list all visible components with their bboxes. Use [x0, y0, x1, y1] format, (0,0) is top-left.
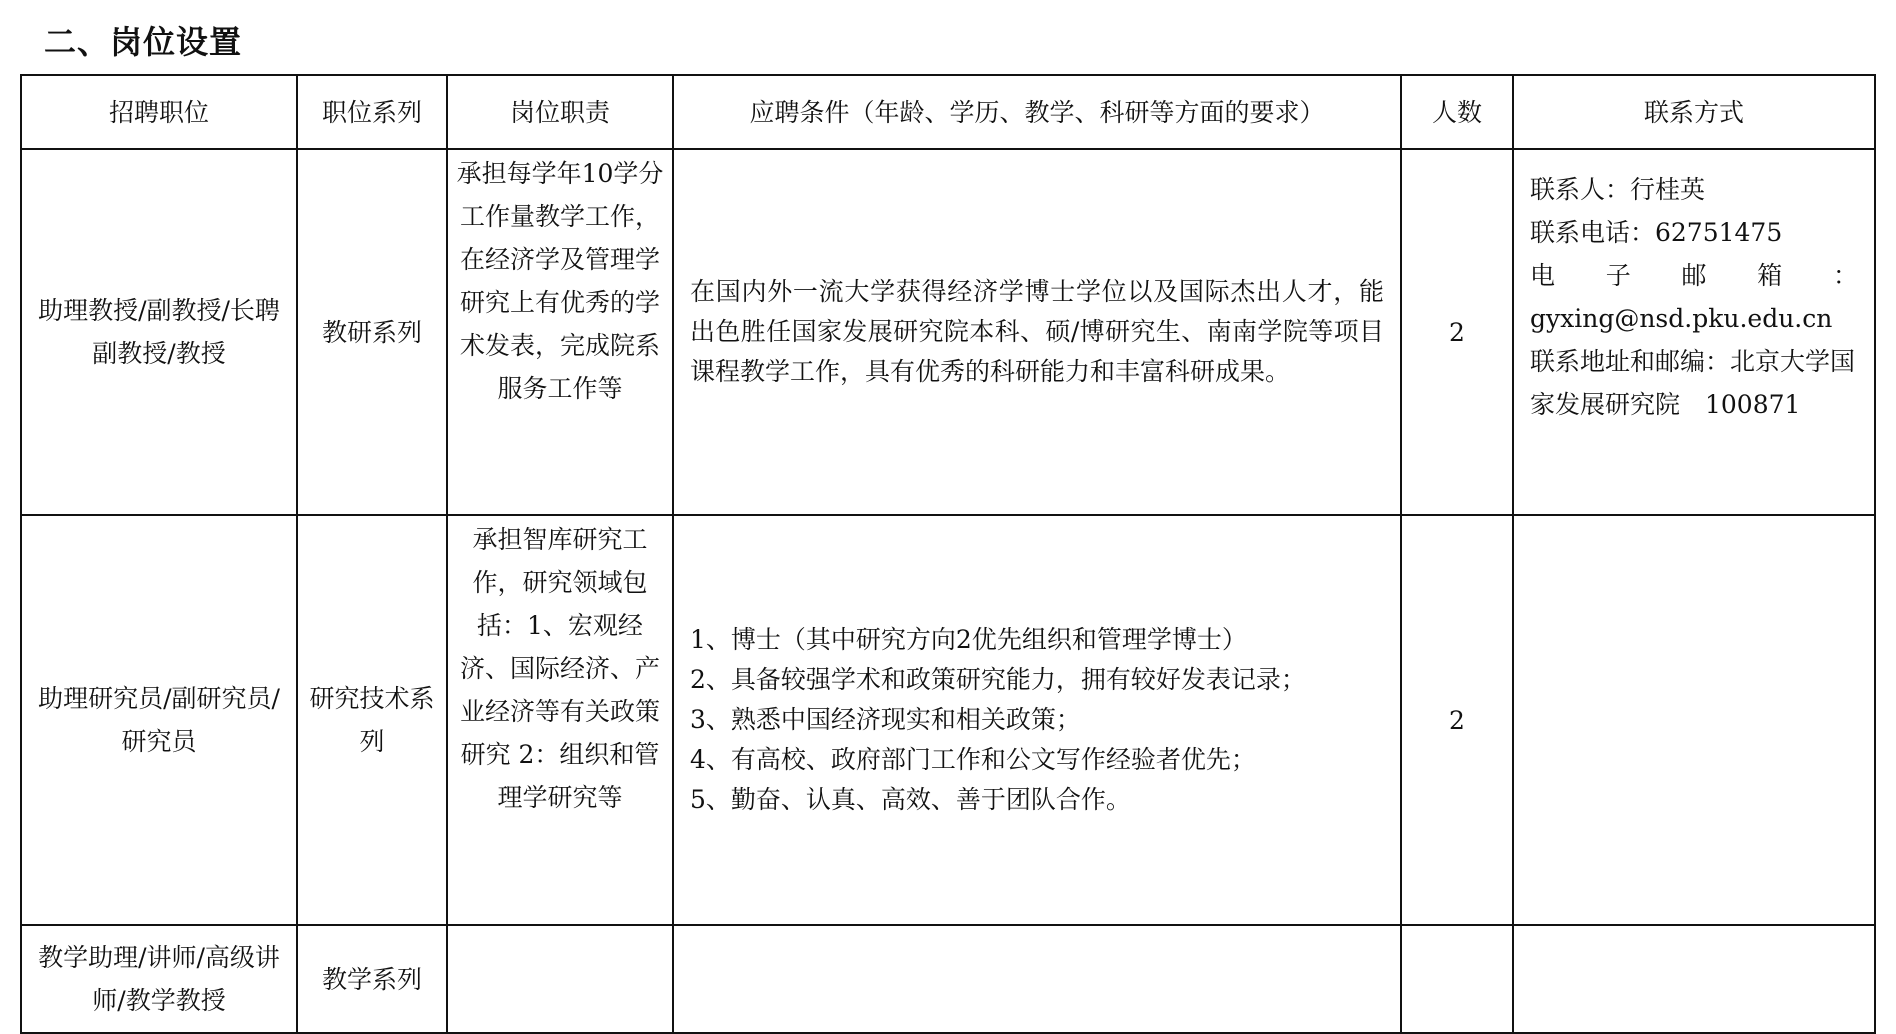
contact-phone: 联系电话：62751475 — [1530, 218, 1783, 247]
contact-cell — [1513, 149, 1875, 515]
requirement-item: 3、熟悉中国经济现实和相关政策； — [690, 705, 1081, 734]
positions-table — [20, 74, 1876, 1034]
contact-email: gyxing@nsd.pku.edu.cn — [1530, 304, 1833, 333]
duties-cell: 承担智库研究工作，研究领域包括：1、宏观经济、国际经济、产业经济等有关政策研究 2：组织和管理学研究等 — [447, 515, 673, 925]
position-cell: 助理研究员/副研究员/研究员 — [21, 515, 297, 925]
header-contact: 联系方式 — [1513, 75, 1875, 149]
contact-person: 联系人：行桂英 — [1530, 175, 1706, 204]
section-title: 二、岗位设置 — [44, 23, 243, 61]
requirements-cell: 在国内外一流大学获得经济学博士学位以及国际杰出人才，能出色胜任国家发展研究院本科、硕/博研究生、南南学院等项目课程教学工作，具有优秀的科研能力和丰富科研成果。 — [673, 149, 1401, 515]
header-position: 招聘职位 — [21, 75, 297, 149]
table-row — [21, 515, 1875, 925]
requirements-cell — [673, 515, 1401, 925]
header-count: 人数 — [1401, 75, 1513, 149]
table-row — [21, 925, 1875, 1033]
header-row — [21, 75, 1875, 149]
series-cell: 教学系列 — [297, 925, 447, 1033]
requirement-item: 4、有高校、政府部门工作和公文写作经验者优先； — [690, 745, 1256, 774]
count-cell: 2 — [1401, 515, 1513, 925]
position-cell: 助理教授/副教授/长聘副教授/教授 — [21, 149, 297, 515]
contact-cell-empty — [1513, 515, 1875, 925]
contact-email-label: 电子邮箱： — [1530, 261, 1858, 290]
count-cell: 2 — [1401, 149, 1513, 515]
requirement-item: 2、具备较强学术和政策研究能力，拥有较好发表记录； — [690, 665, 1306, 694]
series-cell: 教研系列 — [297, 149, 447, 515]
contact-cell-empty — [1513, 925, 1875, 1033]
position-cell: 教学助理/讲师/高级讲师/教学教授 — [21, 925, 297, 1033]
requirement-item: 5、勤奋、认真、高效、善于团队合作。 — [690, 785, 1131, 814]
requirements-cell — [673, 925, 1401, 1033]
contact-address: 联系地址和邮编：北京大学国家发展研究院 100871 — [1530, 347, 1856, 419]
series-cell: 研究技术系列 — [297, 515, 447, 925]
duties-cell — [447, 925, 673, 1033]
count-cell — [1401, 925, 1513, 1033]
duties-cell: 承担每学年10学分工作量教学工作，在经济学及管理学研究上有优秀的学术发表，完成院系服务工作等 — [447, 149, 673, 515]
table-row — [21, 149, 1875, 515]
header-requirements: 应聘条件（年龄、学历、教学、科研等方面的要求） — [673, 75, 1401, 149]
header-duties: 岗位职责 — [447, 75, 673, 149]
header-series: 职位系列 — [297, 75, 447, 149]
requirement-item: 1、博士（其中研究方向2优先组织和管理学博士） — [690, 625, 1247, 654]
